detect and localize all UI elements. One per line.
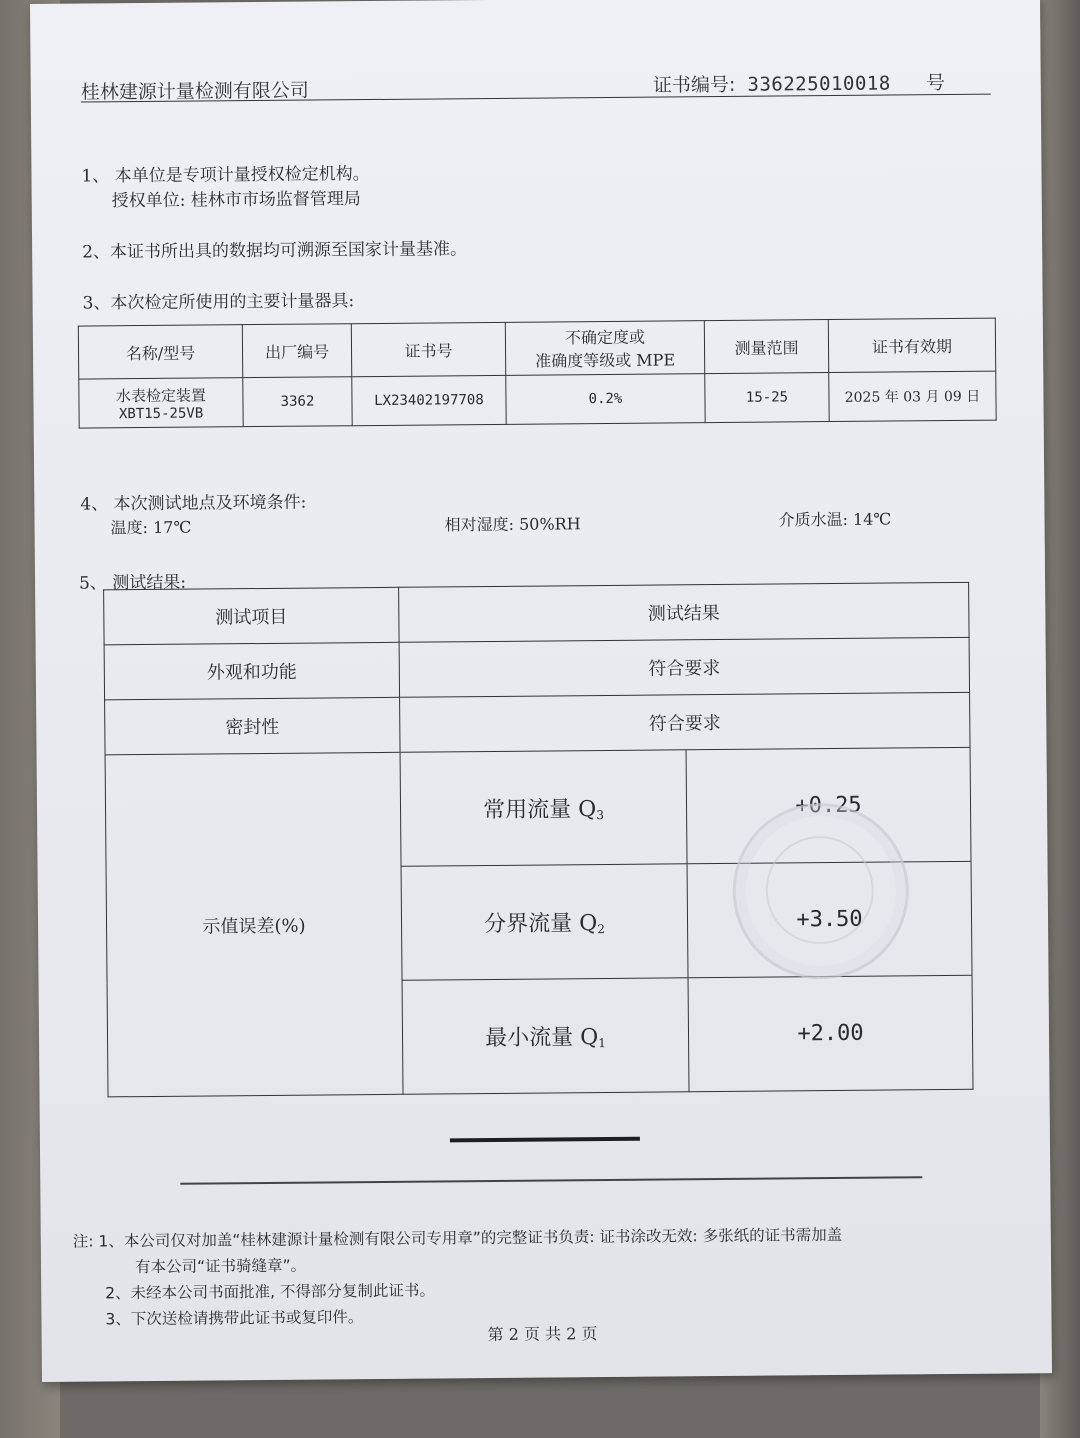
- certificate-number: 336225010018: [747, 72, 891, 96]
- env-medium-temperature: 介质水温: 14℃: [778, 509, 892, 530]
- flow-label-q3-text: 常用流量 Q: [483, 797, 597, 824]
- note-line-3: 3、下次送检请携带此证书或复印件。: [105, 1308, 364, 1329]
- results-row: [105, 692, 970, 755]
- equipment-validity: 2025 年 03 月 09 日: [829, 371, 996, 421]
- header-range: 测量范围: [704, 320, 828, 374]
- certificate-number-label: 证书编号:: [652, 73, 736, 97]
- equipment-range: 15-25: [705, 373, 829, 423]
- footer-rule: [180, 1176, 922, 1184]
- flow-label-q2-subscript: 2: [597, 922, 605, 937]
- result-value-sealing: 符合要求: [400, 692, 970, 752]
- item-4: 4、 本次测试地点及环境条件:: [80, 492, 307, 515]
- equipment-header-row: [78, 318, 995, 379]
- equipment-model: XBT15-25VB: [118, 405, 204, 422]
- header-uncertainty: [505, 321, 704, 376]
- embossed-seal-inner-ring: [765, 836, 874, 945]
- certificate-page: [30, 0, 1052, 1382]
- item-3: 3、本次检定所使用的主要计量器具:: [82, 291, 355, 314]
- equipment-name-model: [79, 378, 243, 428]
- env-humidity: 相对湿度: 50%RH: [444, 514, 581, 535]
- results-row: [104, 637, 969, 700]
- header-uncertainty-line-1: 不确定度或: [564, 327, 646, 348]
- env-temperature: 温度: 17℃: [110, 517, 192, 538]
- flow-value-q1: +2.00: [688, 975, 973, 1091]
- equipment-name: 水表检定装置: [115, 385, 206, 405]
- item-1-line-1: 1、 本单位是专项计量授权检定机构。: [81, 164, 370, 187]
- header-validity: 证书有效期: [828, 318, 995, 372]
- flow-value-q3: +0.25: [686, 747, 971, 863]
- certificate-number-suffix: 号: [925, 72, 946, 95]
- flow-label-q3-subscript: 3: [596, 808, 604, 823]
- page-number: 第 2 页 共 2 页: [487, 1324, 598, 1345]
- note-line-1: 注: 1、本公司仅对加盖“桂林建源计量检测有限公司专用章”的完整证书负责: 证书涂改无效: 多张纸的证书需加盖: [72, 1225, 843, 1251]
- equipment-data-row: [79, 371, 996, 428]
- embossed-seal: [732, 802, 910, 980]
- flow-label-q1-text: 最小流量 Q: [485, 1025, 599, 1052]
- page-header: [81, 68, 991, 103]
- signature-line: [450, 1137, 640, 1143]
- indication-error-label: 示值误差(%): [105, 752, 403, 1097]
- flow-label-q2: [401, 864, 688, 980]
- result-value-appearance: 符合要求: [399, 637, 969, 697]
- item-5: 5、 测试结果:: [78, 572, 187, 594]
- company-name: 桂林建源计量检测有限公司: [80, 79, 309, 104]
- header-serial: 出厂编号: [242, 324, 351, 378]
- flow-label-q1-subscript: 1: [598, 1036, 606, 1051]
- flow-value-q2: +3.50: [687, 861, 972, 977]
- header-certificate: 证书号: [351, 322, 505, 376]
- results-header-row: [104, 582, 969, 645]
- header-name-model: 名称/型号: [78, 325, 242, 379]
- item-1-line-2: 授权单位: 桂林市市场监督管理局: [111, 189, 361, 212]
- equipment-uncertainty: 0.2%: [506, 374, 705, 425]
- certificate-number-block: [652, 68, 946, 97]
- note-line-2: 2、未经本公司书面批准, 不得部分复制此证书。: [105, 1281, 436, 1303]
- header-uncertainty-line-2: 准确度等级或 MPE: [535, 350, 676, 371]
- item-2: 2、本证书所出具的数据均可溯源至国家计量基准。: [82, 239, 468, 263]
- flow-label-q3: [400, 750, 687, 866]
- flow-label-q2-text: 分界流量 Q: [484, 911, 598, 938]
- result-item-sealing: 密封性: [105, 697, 400, 755]
- equipment-serial: 3362: [243, 377, 352, 427]
- results-header-item: 测试项目: [104, 587, 399, 645]
- flow-label-q1: [402, 978, 689, 1094]
- equipment-certificate: LX23402197708: [352, 375, 506, 425]
- equipment-table: [78, 318, 997, 429]
- results-header-result: 测试结果: [399, 582, 969, 642]
- result-item-appearance: 外观和功能: [104, 642, 399, 700]
- note-line-1b: 有本公司“证书骑缝章”。: [134, 1256, 307, 1277]
